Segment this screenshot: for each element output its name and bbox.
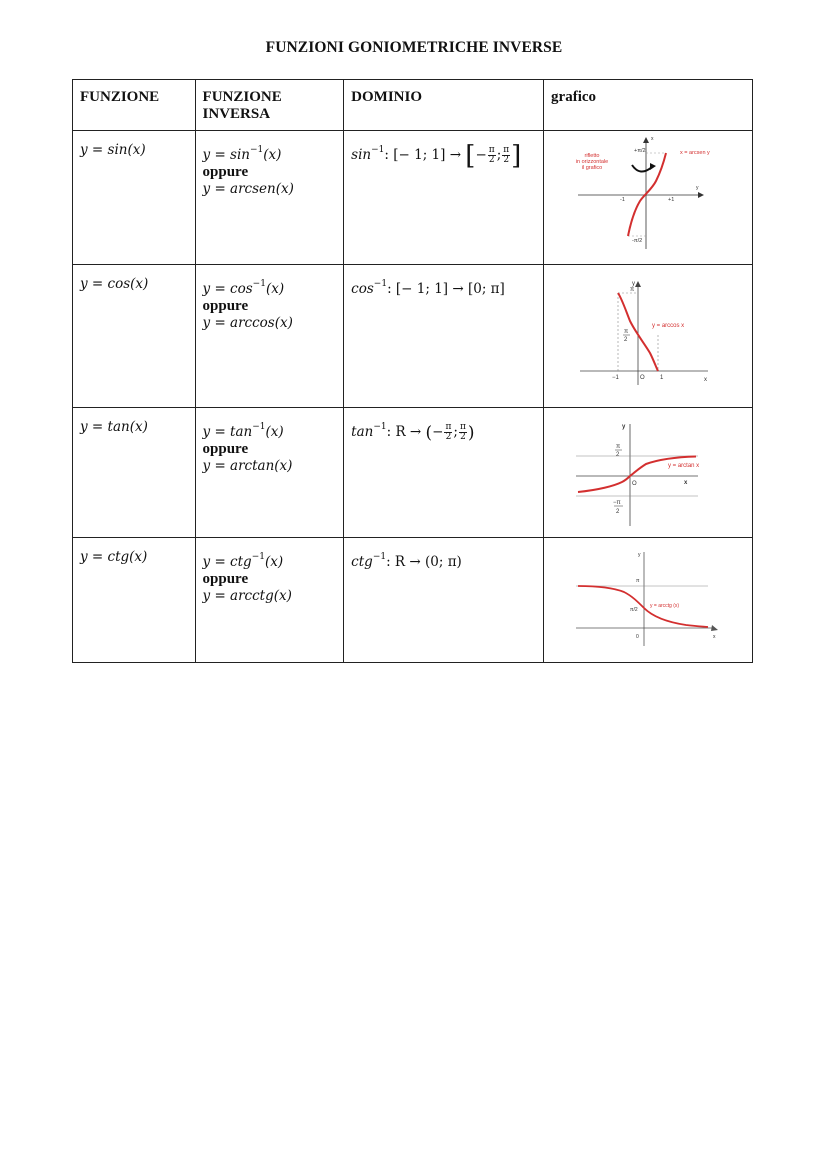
svg-text:in orizzontale: in orizzontale xyxy=(575,159,609,165)
cell-inversa xyxy=(195,265,344,408)
oppure-label: oppure xyxy=(202,164,249,180)
svg-text:+1: +1 xyxy=(668,197,675,203)
svg-text:π: π xyxy=(636,578,640,584)
header-grafico: grafico xyxy=(544,80,753,131)
cell-inversa xyxy=(195,408,344,538)
svg-text:-1: -1 xyxy=(620,197,625,203)
cell-grafico xyxy=(544,265,753,408)
page-title: FUNZIONI GONIOMETRICHE INVERSE xyxy=(265,39,563,56)
table-row xyxy=(73,131,753,265)
cell-funzione: y = ctg(x) xyxy=(73,538,196,663)
arcsin-graph xyxy=(568,131,728,259)
svg-text:2: 2 xyxy=(624,337,628,343)
svg-text:y = arctan x: y = arctan x xyxy=(668,463,700,469)
arcctg-graph xyxy=(568,546,728,656)
svg-text:O: O xyxy=(632,481,637,487)
svg-text:y: y xyxy=(632,281,636,287)
svg-text:2: 2 xyxy=(616,452,620,458)
arccos-graph xyxy=(568,277,728,397)
inverse-notation: $y = \sin^{-1}(x)$ xyxy=(202,145,282,163)
svg-text:−π: −π xyxy=(613,500,621,506)
inverse-notation: $y = \cos^{-1}(x)$ xyxy=(202,279,285,297)
oppure-label: oppure xyxy=(202,441,249,457)
header-dominio: DOMINIO xyxy=(344,80,544,131)
svg-text:-π/2: -π/2 xyxy=(632,238,643,244)
svg-text:rifletto: rifletto xyxy=(584,153,600,159)
inverse-name: y = arcctg(x) xyxy=(202,588,292,604)
svg-text:x = arcsen y: x = arcsen y xyxy=(680,150,710,156)
svg-text:2: 2 xyxy=(616,509,620,515)
cell-funzione: y = sin(x) xyxy=(73,131,196,265)
svg-text:+π/2: +π/2 xyxy=(634,148,646,154)
svg-text:y = arccos x: y = arccos x xyxy=(652,323,685,329)
svg-text:1: 1 xyxy=(660,375,664,381)
cell-inversa xyxy=(195,538,344,663)
svg-text:x: x xyxy=(684,480,688,486)
svg-text:x: x xyxy=(713,634,716,640)
svg-text:π: π xyxy=(624,329,629,335)
oppure-label: oppure xyxy=(202,571,249,587)
header-inversa: FUNZIONE INVERSA xyxy=(195,80,344,131)
arctan-graph xyxy=(568,418,728,530)
cell-funzione: y = tan(x) xyxy=(73,408,196,538)
svg-text:π: π xyxy=(630,287,635,293)
header-row xyxy=(73,80,753,131)
svg-text:0: 0 xyxy=(636,634,639,640)
svg-text:y: y xyxy=(696,185,699,191)
cell-funzione: y = cos(x) xyxy=(73,265,196,408)
inverse-notation: $y = \tan^{-1}(x)$ xyxy=(202,422,284,440)
inverse-functions-table xyxy=(72,79,753,663)
header-funzione: FUNZIONE xyxy=(73,80,196,131)
table-row xyxy=(73,265,753,408)
svg-text:x: x xyxy=(651,136,654,142)
svg-text:y = arcctg (x): y = arcctg (x) xyxy=(650,603,680,609)
cell-dominio: ctg$^{-1}$: R → (0; π) xyxy=(344,538,544,663)
inverse-name: y = arcsen(x) xyxy=(202,181,294,197)
svg-text:x: x xyxy=(704,377,708,383)
inverse-notation: y = ctg$^{-1}$(x) xyxy=(202,552,284,570)
svg-text:il grafico: il grafico xyxy=(581,165,603,171)
table-row xyxy=(73,538,753,663)
svg-text:π/2: π/2 xyxy=(630,607,638,613)
cell-grafico xyxy=(544,538,753,663)
cell-dominio: $\cos^{-1}$: [− 1; 1] → [0; π] xyxy=(344,265,544,408)
svg-text:O: O xyxy=(640,375,645,381)
cell-grafico xyxy=(544,408,753,538)
oppure-label: oppure xyxy=(202,298,249,314)
svg-text:π: π xyxy=(616,444,621,450)
cell-inversa xyxy=(195,131,344,265)
inverse-name: y = arccos(x) xyxy=(202,315,293,331)
svg-text:−1: −1 xyxy=(612,375,619,381)
svg-text:y: y xyxy=(622,424,626,430)
cell-dominio: $\tan^{-1}$: R → (− $\frac{\pi}{2}$ ; $\frac{\pi}{2}$ ) xyxy=(344,408,544,538)
cell-dominio: $\sin^{-1}$: [− 1; 1] → [− $\frac{\pi}{2}$ ; $\frac{\pi}{2}$ ] xyxy=(344,131,544,265)
table-row xyxy=(73,408,753,538)
inverse-name: y = arctan(x) xyxy=(202,458,293,474)
cell-grafico xyxy=(544,131,753,265)
svg-text:y: y xyxy=(638,552,641,558)
